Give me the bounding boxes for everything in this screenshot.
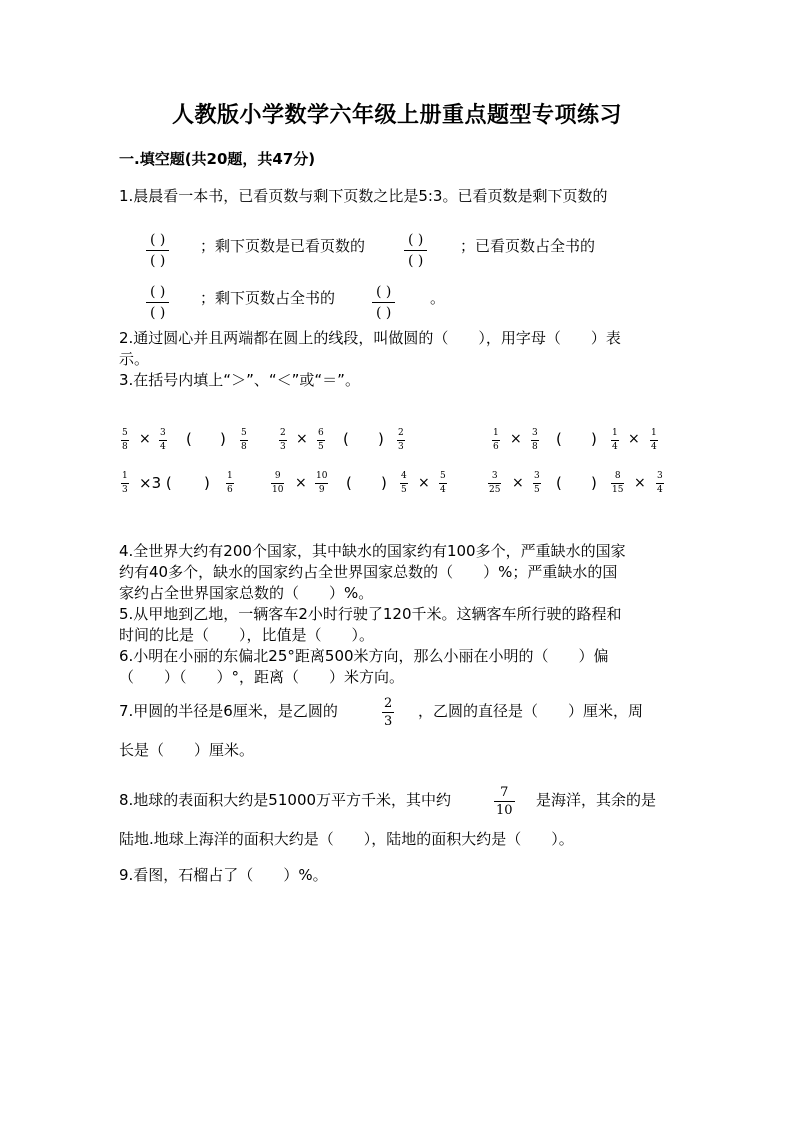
numerator-blank: ( ) (150, 284, 166, 300)
compare-blank-close[interactable]: ) (220, 430, 226, 448)
numerator-blank: ( ) (150, 232, 166, 248)
compare-blank-close[interactable]: ) (591, 474, 597, 492)
question-6-text: （ ）（ ）°，距离（ ）米方向。 (119, 668, 405, 686)
times-sign: × (296, 431, 308, 447)
numerator-blank: ( ) (408, 232, 424, 248)
fraction: 4 5 (401, 471, 407, 495)
compare-blank-open[interactable]: ( (343, 430, 349, 448)
compare-blank-close[interactable]: ) (381, 474, 387, 492)
denominator-blank: ( ) (150, 305, 166, 321)
compare-blank-open[interactable]: ( (346, 474, 352, 492)
page-title: 人教版小学数学六年级上册重点题型专项练习 (171, 102, 622, 128)
times-sign: × (295, 475, 307, 491)
question-1-text: ；剩下页数是已看页数的 (200, 237, 366, 255)
question-7-text: 7.甲圆的半径是6厘米，是乙圆的 (119, 702, 338, 720)
denominator-blank: ( ) (408, 253, 424, 269)
question-8-text: 陆地.地球上海洋的面积大约是（ ），陆地的面积大约是（ ）。 (119, 830, 574, 848)
fraction: 1 4 (612, 428, 618, 452)
fraction: 1 6 (493, 428, 499, 452)
fraction: 7 10 (496, 785, 513, 818)
question-1-text: ；已看页数占全书的 (460, 237, 596, 255)
answer-fraction-blank[interactable] (372, 284, 395, 321)
times-sign: × (628, 431, 640, 447)
question-1-text: 1.晨晨看一本书，已看页数与剩下页数之比是5:3。已看页数是剩下页数的 (119, 187, 608, 205)
times-sign: × (510, 431, 522, 447)
denominator-blank: ( ) (150, 253, 166, 269)
fraction: 1 4 (651, 428, 657, 452)
compare-blank-open[interactable]: ( (186, 430, 192, 448)
answer-fraction-blank[interactable] (146, 284, 169, 321)
question-6-text: 6.小明在小丽的东偏北25°距离500米方向，那么小丽在小明的（ ）偏 (119, 647, 609, 665)
section-heading: 一.填空题(共20题，共47分) (119, 150, 316, 168)
fraction: 10 9 (316, 471, 328, 495)
fraction: 1 6 (227, 471, 233, 495)
question-5-text: 5.从甲地到乙地，一辆客车2小时行驶了120千米。这辆客车所行驶的路程和 (119, 605, 622, 623)
compare-blank-close[interactable]: ) (378, 430, 384, 448)
question-5-text: 时间的比是（ ），比值是（ ）。 (119, 626, 375, 644)
fraction: 5 4 (440, 471, 446, 495)
question-2-text: 示。 (119, 350, 150, 368)
compare-blank-close[interactable]: ) (591, 430, 597, 448)
fraction: 5 8 (122, 428, 128, 452)
fraction: 2 3 (384, 696, 393, 729)
fraction: 2 3 (280, 428, 286, 452)
fraction: 6 5 (318, 428, 324, 452)
fraction: 3 4 (657, 471, 663, 495)
fraction: 3 5 (534, 471, 540, 495)
fraction: 5 8 (241, 428, 247, 452)
question-4-text: 4.全世界大约有200个国家，其中缺水的国家约有100多个，严重缺水的国家 (119, 542, 626, 560)
fraction: 3 25 (489, 471, 501, 495)
times-sign: × (418, 475, 430, 491)
numerator-blank: ( ) (376, 284, 392, 300)
fraction: 3 4 (160, 428, 166, 452)
question-1-text: 。 (430, 289, 446, 307)
fraction: 8 15 (612, 471, 624, 495)
fraction: 1 3 (122, 471, 128, 495)
question-4-text: 约有40多个，缺水的国家约占全世界国家总数的（ ）%；严重缺水的国 (119, 563, 618, 581)
question-8-text: 8.地球的表面积大约是51000万平方千米，其中约 (119, 791, 452, 809)
fraction: 3 8 (532, 428, 538, 452)
question-2-text: 2.通过圆心并且两端都在圆上的线段，叫做圆的（ ），用字母（ ）表 (119, 329, 621, 347)
question-1-text: ；剩下页数占全书的 (200, 289, 336, 307)
fraction: 9 10 (272, 471, 284, 495)
times-three-open[interactable]: ×3 ( (139, 474, 172, 492)
times-sign: × (634, 475, 646, 491)
compare-blank-open[interactable]: ( (556, 474, 562, 492)
question-7-text: 长是（ ）厘米。 (119, 741, 255, 759)
compare-blank-close[interactable]: ) (204, 474, 210, 492)
question-8-text: 是海洋，其余的是 (536, 791, 657, 809)
times-sign: × (512, 475, 524, 491)
denominator-blank: ( ) (376, 305, 392, 321)
question-9-text: 9.看图，石榴占了（ ）%。 (119, 866, 328, 884)
question-7-text: ，乙圆的直径是（ ）厘米，周 (418, 702, 644, 720)
fraction: 2 3 (398, 428, 404, 452)
compare-blank-open[interactable]: ( (556, 430, 562, 448)
question-3-text: 3.在括号内填上“＞”、“＜”或“＝”。 (119, 371, 360, 389)
times-sign: × (139, 431, 151, 447)
answer-fraction-blank[interactable] (146, 232, 169, 269)
question-4-text: 家约占全世界国家总数的（ ）%。 (119, 584, 374, 602)
answer-fraction-blank[interactable] (404, 232, 427, 269)
